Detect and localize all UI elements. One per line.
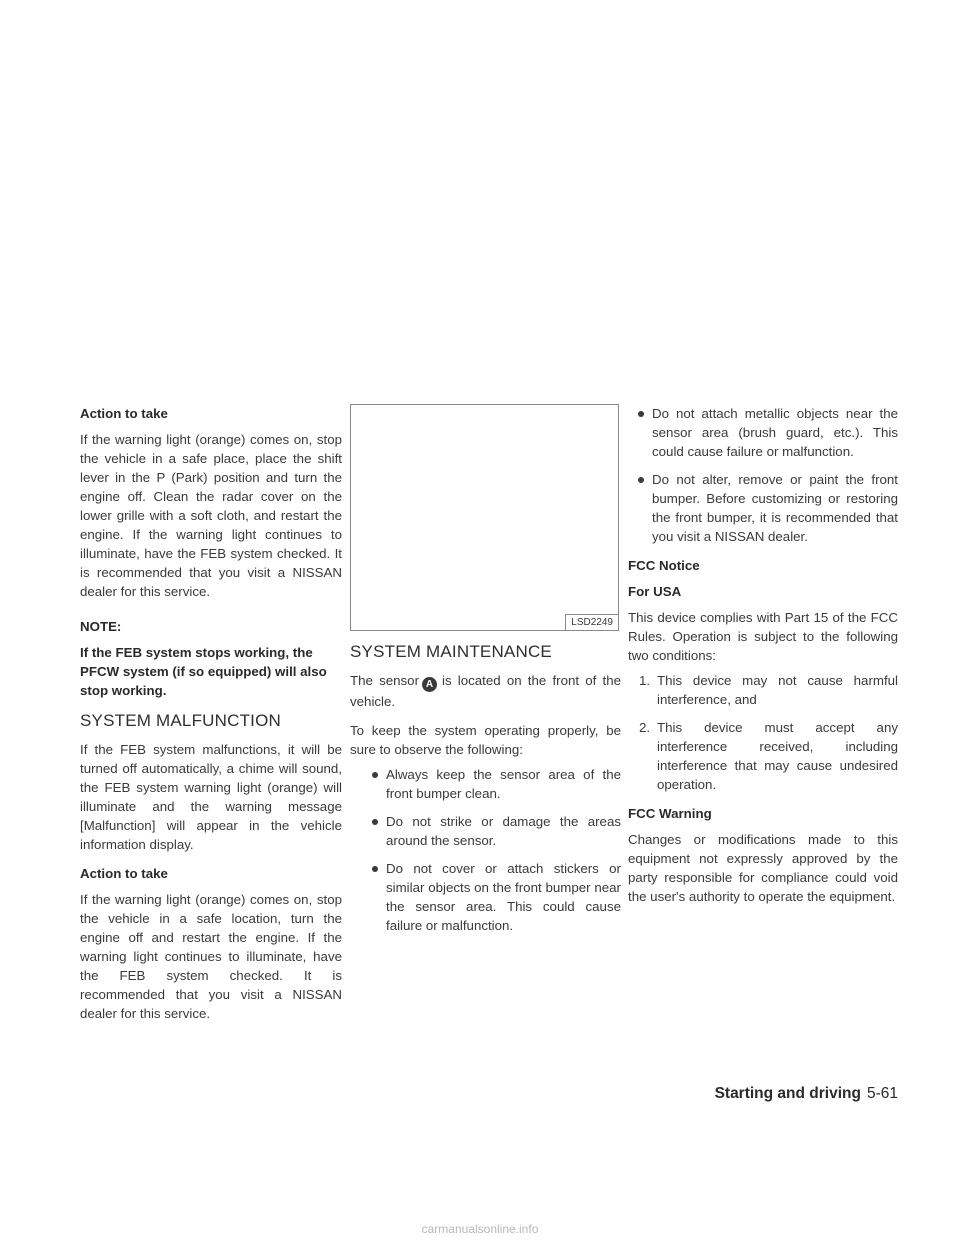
- watermark: carmanualsonline.info: [421, 1222, 539, 1236]
- section-title: Starting and driving: [714, 1085, 861, 1102]
- column-middle: [350, 404, 621, 945]
- list-item: Do not cover or attach stickers or similar objects on the front bumper near the sensor area. This could cause failure or malfunction.: [372, 859, 621, 935]
- list-item: Always keep the sensor area of the front bumper clean.: [372, 765, 621, 803]
- usa-text: This device complies with Part 15 of the FCC Rules. Operation is subject to the following two conditions:: [628, 610, 898, 663]
- page-number: 5-61: [866, 1085, 898, 1102]
- page-footer: [715, 1084, 898, 1104]
- bullet-icon: [372, 819, 378, 825]
- column-left: [80, 404, 342, 1033]
- bullet-icon: [638, 477, 644, 483]
- action2-text: If the warning light (orange) comes on, stop the vehicle in a safe location, turn the engine off and restart the engine. If the warning light continues to illuminate, have the FEB system checked. It is recommended that you visit a NISSAN dealer for this service.: [80, 892, 342, 1021]
- action2-heading: Action to take: [80, 866, 168, 881]
- conditions-list: [628, 671, 898, 794]
- note-text: If the FEB system stops working, the PFCW system (if so equipped) will also stop working.: [80, 645, 327, 698]
- sensor-text-post: is located on the front of the vehicle.: [350, 673, 621, 709]
- sensor-location-text: [350, 671, 621, 711]
- maintenance-list-continued: [628, 404, 898, 546]
- bullet-icon: [372, 772, 378, 778]
- bullet-icon: [372, 866, 378, 872]
- sensor-text-pre: The sensor: [350, 673, 419, 688]
- malfunction-title: SYSTEM MALFUNCTION: [80, 711, 282, 730]
- list-item: Do not alter, remove or paint the front bumper. Before customizing or restoring the front bumper, it is recommended that you visit a NISSAN dealer.: [638, 470, 898, 546]
- list-item: Do not strike or damage the areas around the sensor.: [372, 812, 621, 850]
- note-heading: NOTE:: [80, 619, 122, 634]
- maintenance-list: [350, 765, 621, 935]
- fcc-warning-text: Changes or modifications made to this equipment not expressly approved by the party responsible for compliance could void the user's authority to operate the equipment.: [628, 832, 898, 904]
- sensor-figure: [350, 404, 619, 631]
- figure-code: LSD2249: [565, 614, 618, 630]
- usa-heading: For USA: [628, 584, 682, 599]
- maintenance-title: SYSTEM MAINTENANCE: [350, 642, 552, 661]
- malfunction-text: If the FEB system malfunctions, it will be turned off automatically, a chime will sound, the FEB system warning light (orange) will illuminate and the warning message [Malfunction] will appear in the vehicle information display.: [80, 742, 342, 852]
- sensor-a-marker-icon: A: [422, 677, 437, 692]
- observe-text: To keep the system operating properly, be sure to observe the following:: [350, 723, 621, 757]
- action-heading: Action to take: [80, 406, 168, 421]
- column-right: [628, 404, 898, 916]
- list-item: Do not attach metallic objects near the sensor area (brush guard, etc.). This could cause failure or malfunction.: [638, 404, 898, 461]
- action-text: If the warning light (orange) comes on, stop the vehicle in a safe place, place the shift lever in the P (Park) position and turn the engine off. Clean the radar cover on the lower grille with a soft cloth, and restart the engine. If the warning light continues to illuminate, have the FEB system checked. It is recommended that you visit a NISSAN dealer for this service.: [80, 432, 342, 599]
- bullet-icon: [638, 411, 644, 417]
- list-item: 1. This device may not cause harmful interference, and: [639, 673, 898, 707]
- fcc-notice-heading: FCC Notice: [628, 558, 700, 573]
- fcc-warning-heading: FCC Warning: [628, 806, 712, 821]
- list-item: 2. This device must accept any interference received, including interference that may cause undesired operation.: [639, 720, 898, 792]
